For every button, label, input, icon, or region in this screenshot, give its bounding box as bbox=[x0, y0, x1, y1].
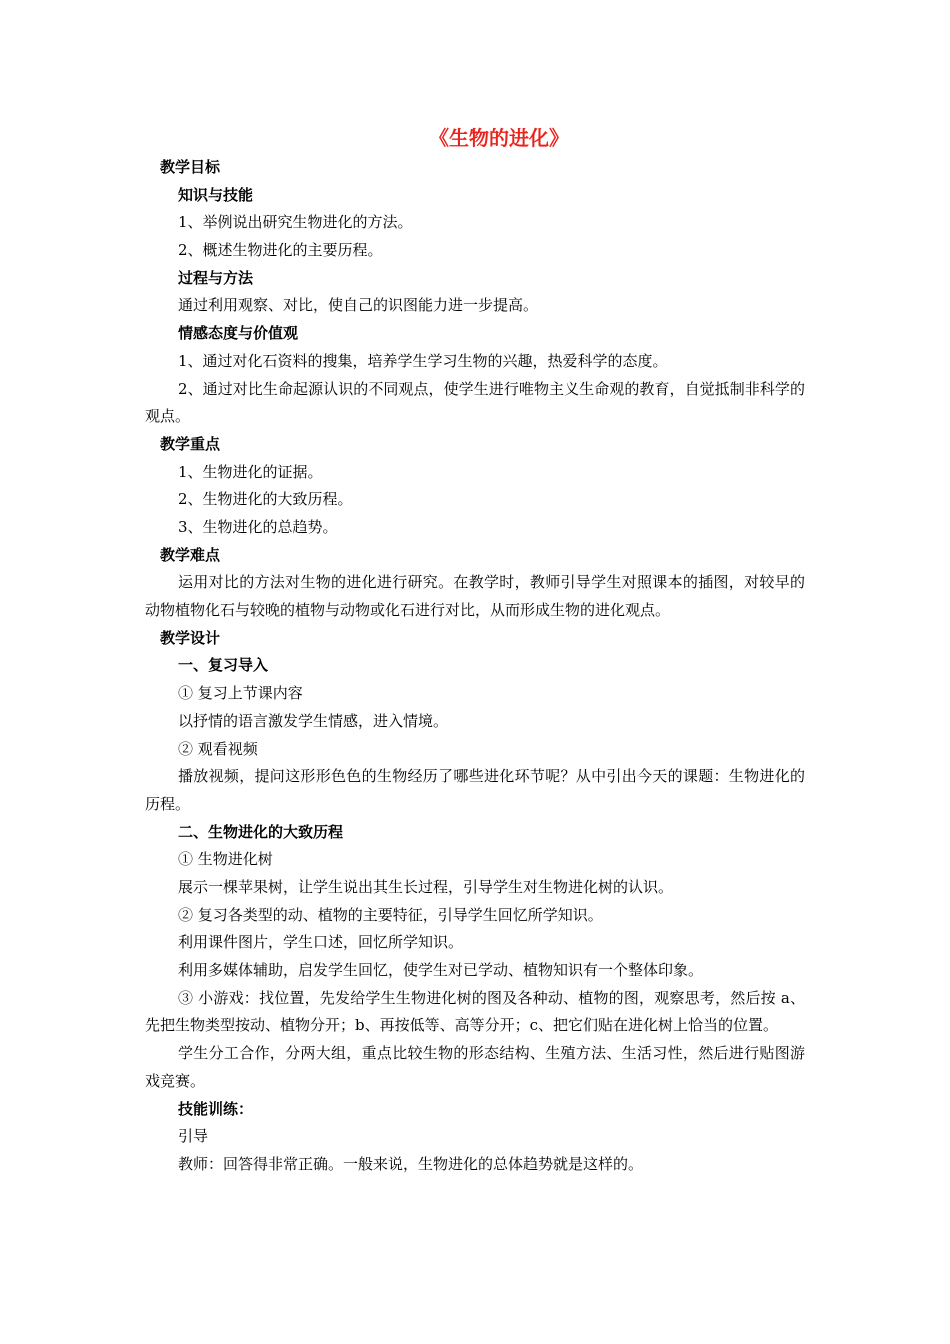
section1-step1-text: 以抒情的语言激发学生情感，进入情境。 bbox=[178, 711, 449, 730]
section2-step1-text: 展示一棵苹果树，让学生说出其生长过程，引导学生对生物进化树的认识。 bbox=[178, 877, 674, 896]
document-page bbox=[145, 122, 805, 1179]
key-point-item: 3、生物进化的总趋势。 bbox=[178, 517, 338, 536]
difficulties-text: 运用对比的方法对生物的进化进行研究。在教学时，教师引导学生对照课本的插图，对较早的动物植物化石与较晚的植物与动物或化石进行对比，从而形成生物的进化观点。 bbox=[145, 573, 805, 620]
objectives-heading: 教学目标 bbox=[160, 158, 221, 176]
knowledge-item: 2、概述生物进化的主要历程。 bbox=[178, 241, 383, 260]
attitude-heading: 情感态度与价值观 bbox=[178, 324, 299, 343]
section2-step3-text: 学生分工合作，分两大组，重点比较生物的形态结构、生殖方法、生活习性，然后进行贴图游戏竞赛。 bbox=[145, 1044, 805, 1090]
key-point-item: 1、生物进化的证据。 bbox=[178, 462, 323, 481]
process-heading: 过程与方法 bbox=[178, 268, 254, 287]
section2-step2-text-2: 利用多媒体辅助，启发学生回忆，使学生对已学动、植物知识有一个整体印象。 bbox=[178, 961, 704, 980]
section1-step1: ① 复习上节课内容 bbox=[178, 684, 303, 703]
process-text: 通过利用观察、对比，使自己的识图能力进一步提高。 bbox=[178, 296, 539, 315]
key-point-item: 2、生物进化的大致历程。 bbox=[178, 490, 353, 509]
training-heading: 技能训练： bbox=[178, 1099, 254, 1118]
section1-step2-text: 播放视频，提问这形形色色的生物经历了哪些进化环节呢？从中引出今天的课题：生物进化的历程。 bbox=[145, 767, 805, 813]
knowledge-item: 1、举例说出研究生物进化的方法。 bbox=[178, 213, 413, 232]
section2-step1: ① 生物进化树 bbox=[178, 850, 273, 869]
attitude-item-2: 2、通过对比生命起源认识的不同观点，使学生进行唯物主义生命观的教育，自觉抵制非科学的观点。 bbox=[145, 379, 805, 426]
page-title: 《生物的进化》 bbox=[429, 126, 569, 150]
attitude-item-1: 1、通过对化石资料的搜集，培养学生学习生物的兴趣，热爱科学的态度。 bbox=[178, 351, 668, 370]
difficulties-heading: 教学难点 bbox=[160, 545, 221, 564]
section2-step3: ③ 小游戏：找位置，先发给学生生物进化树的图及各种动、植物的图，观察思考，然后按 a、先把生物类型按动、植物分开；b、再按低等、高等分开；c、把它们贴在进化树上恰当的位置。 bbox=[145, 988, 805, 1035]
section1-heading: 一、复习导入 bbox=[178, 656, 269, 675]
section2-heading: 二、生物进化的大致历程 bbox=[178, 822, 344, 841]
design-heading: 教学设计 bbox=[160, 628, 221, 647]
training-guide: 引导 bbox=[178, 1127, 209, 1146]
section1-step2: ② 观看视频 bbox=[178, 739, 258, 758]
knowledge-heading: 知识与技能 bbox=[178, 185, 254, 204]
training-teacher: 教师：回答得非常正确。一般来说，生物进化的总体趋势就是这样的。 bbox=[178, 1154, 644, 1173]
section2-step2-text-1: 利用课件图片，学生口述，回忆所学知识。 bbox=[178, 933, 464, 952]
section2-step2: ② 复习各类型的动、植物的主要特征，引导学生回忆所学知识。 bbox=[178, 905, 603, 924]
key-points-heading: 教学重点 bbox=[160, 434, 221, 453]
